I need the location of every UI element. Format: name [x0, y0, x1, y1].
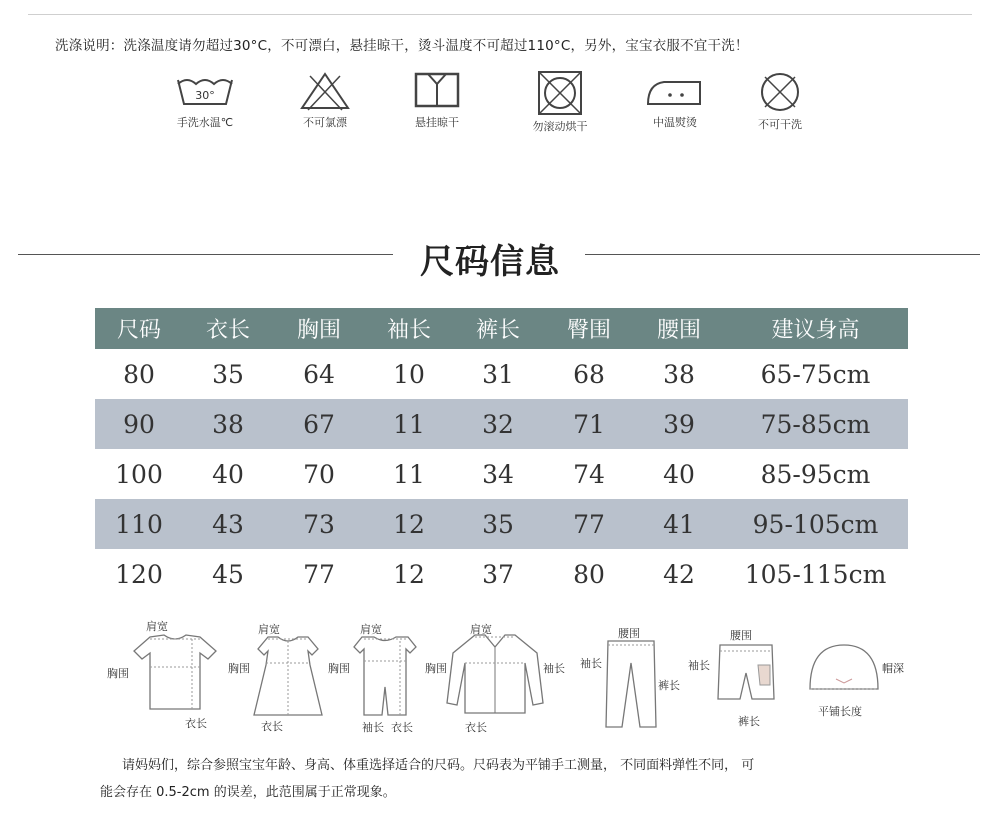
- table-cell: 11: [393, 459, 425, 489]
- chest-label: 胸围: [228, 662, 250, 675]
- table-cell: 64: [303, 359, 335, 389]
- care-item-wash: [150, 70, 260, 130]
- table-cell: 67: [273, 399, 365, 449]
- header-cell: 胸围: [273, 308, 365, 349]
- wash-temp-badge: 30°: [195, 89, 215, 102]
- table-cell: 90: [95, 399, 183, 449]
- table-cell: 70: [303, 459, 335, 489]
- table-cell: 75-85cm: [723, 399, 908, 449]
- section-title: 尺码信息: [420, 242, 560, 282]
- table-cell: 95-105cm: [723, 499, 908, 549]
- header-cell: 袖长: [365, 308, 453, 349]
- header-cell: 衣长: [183, 308, 273, 349]
- care-label: 不可干洗: [758, 118, 802, 131]
- footnote-text: 请妈妈们，综合参照宝宝年龄、身高、体重选择适合的尺码。尺码表为平铺手工测量， 不同面料弹性不同， 可: [122, 758, 755, 773]
- shoulder-label: 肩宽: [360, 623, 382, 636]
- table-row: [95, 499, 908, 549]
- care-item-iron: [620, 70, 730, 130]
- diagram-hat: [800, 615, 920, 735]
- header-cell: 尺码: [95, 308, 183, 349]
- table-cell: 68: [573, 359, 605, 389]
- table-cell: 71: [543, 399, 635, 449]
- waist-label: 腰围: [618, 627, 640, 640]
- diagram-dress: [228, 615, 328, 735]
- care-icons-row: [150, 70, 850, 150]
- wash-instructions: 洗涤说明：洗涤温度请勿超过30°C，不可漂白，悬挂晾干，烫斗温度不可超过110°C，另外，宝宝衣服不宜干洗！: [55, 38, 749, 54]
- table-row: [95, 449, 908, 499]
- care-label: 中温熨烫: [653, 116, 697, 129]
- table-cell: 34: [482, 459, 514, 489]
- header-cell: 臀围: [543, 308, 635, 349]
- flat-length-label: 平铺长度: [818, 705, 862, 718]
- diagram-jacket: [425, 615, 575, 735]
- table-cell: 40: [663, 459, 695, 489]
- table-cell: 77: [543, 499, 635, 549]
- title-rule-left: [18, 254, 393, 255]
- chest-label: 胸围: [107, 667, 129, 680]
- table-cell: 35: [212, 359, 244, 389]
- top-divider: [28, 14, 972, 15]
- footnote: [100, 752, 920, 806]
- waist-label: 腰围: [730, 629, 752, 642]
- shoulder-label: 肩宽: [470, 623, 492, 636]
- diagram-romper: [328, 615, 428, 735]
- table-cell: 73: [273, 499, 365, 549]
- table-cell: 110: [95, 499, 183, 549]
- length-label: 衣长: [185, 717, 207, 730]
- table-cell: 43: [183, 499, 273, 549]
- no-tumble-dry-icon: [525, 70, 595, 116]
- pants-length-label: 裤长: [738, 715, 760, 728]
- table-cell: 37: [482, 559, 514, 589]
- chest-label: 胸围: [425, 662, 447, 675]
- table-cell: 11: [365, 399, 453, 449]
- length-label: 衣长: [261, 720, 283, 733]
- table-cell: 45: [212, 559, 244, 589]
- table-cell: 77: [303, 559, 335, 589]
- care-item-hang: [382, 70, 492, 130]
- table-cell: 35: [453, 499, 543, 549]
- table-cell: 40: [212, 459, 244, 489]
- table-row: [95, 349, 908, 399]
- care-label: 勿滚动烘干: [532, 120, 588, 133]
- dress-icon: [248, 635, 328, 720]
- diagram-shorts: [688, 615, 788, 735]
- table-cell: 120: [115, 559, 163, 589]
- care-item-dryclean: [725, 70, 835, 132]
- size-table: [95, 308, 908, 599]
- table-cell: 41: [635, 499, 723, 549]
- table-cell: 105-115cm: [744, 559, 887, 589]
- table-cell: 42: [663, 559, 695, 589]
- care-label: 不可氯漂: [303, 116, 347, 129]
- table-row: [95, 399, 908, 449]
- table-cell: 65-75cm: [760, 359, 871, 389]
- sleeve-label: 袖长: [362, 721, 384, 734]
- table-cell: 80: [573, 559, 605, 589]
- measurement-diagrams: [100, 615, 920, 735]
- length-label: 衣长: [465, 721, 487, 734]
- table-cell: 38: [663, 359, 695, 389]
- pants-icon: [604, 639, 658, 729]
- sleeve-label: 袖长: [543, 662, 565, 675]
- care-item-bleach: [270, 70, 380, 130]
- length-label: 衣长: [391, 721, 413, 734]
- chest-label: 胸围: [328, 662, 350, 675]
- footnote-line-2: 能会存在 0.5-2cm 的误差，此范围属于正常现象。: [100, 785, 396, 800]
- header-cell: 裤长: [453, 308, 543, 349]
- hang-dry-icon: [402, 70, 472, 112]
- table-header-row: [95, 308, 908, 349]
- shoulder-label: 肩宽: [258, 623, 280, 636]
- table-cell: 80: [123, 359, 155, 389]
- sleeve-label: 袖长: [688, 659, 710, 672]
- shoulder-label: 肩宽: [146, 620, 168, 633]
- tshirt-icon: [130, 633, 220, 713]
- care-label: 悬挂晾干: [415, 116, 459, 129]
- table-cell: 10: [393, 359, 425, 389]
- sleeve-label: 袖长: [580, 657, 602, 670]
- table-cell: 100: [115, 459, 163, 489]
- shorts-icon: [716, 643, 776, 709]
- care-item-tumble: [505, 70, 615, 134]
- iron-medium-icon: [640, 70, 710, 112]
- header-cell: 腰围: [635, 308, 723, 349]
- hat-depth-label: 帽深: [882, 662, 904, 675]
- wash-30-icon: [170, 70, 240, 112]
- table-cell: 32: [453, 399, 543, 449]
- pants-length-label: 裤长: [658, 679, 680, 692]
- diagram-pants: [580, 615, 680, 735]
- diagram-tshirt: [100, 615, 220, 735]
- no-bleach-icon: [290, 70, 360, 112]
- section-header: [0, 228, 1000, 282]
- table-cell: 12: [393, 559, 425, 589]
- care-label: 手洗水温℃: [176, 116, 234, 129]
- table-cell: 74: [573, 459, 605, 489]
- table-cell: 38: [183, 399, 273, 449]
- table-cell: 85-95cm: [760, 459, 871, 489]
- table-cell: 39: [635, 399, 723, 449]
- title-rule-right: [585, 254, 980, 255]
- romper-icon: [352, 635, 418, 717]
- table-row: [95, 549, 908, 599]
- table-cell: 31: [482, 359, 514, 389]
- footnote-line-1: [100, 752, 920, 779]
- table-cell: 12: [365, 499, 453, 549]
- header-cell: 建议身高: [723, 308, 908, 349]
- no-dry-clean-icon: [745, 70, 815, 114]
- jacket-icon: [445, 633, 545, 718]
- hat-icon: [806, 641, 882, 693]
